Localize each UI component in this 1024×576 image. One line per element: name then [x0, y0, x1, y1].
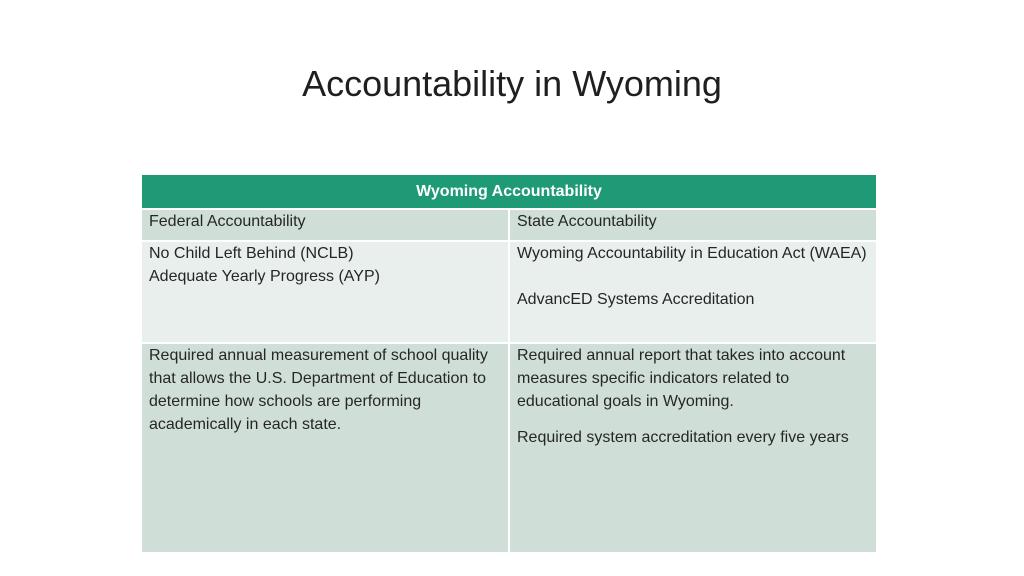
federal-programs-cell: [141, 241, 509, 343]
state-requirement-cell: [509, 343, 877, 553]
federal-program-ayp: Adequate Yearly Progress (AYP): [149, 268, 380, 285]
slide-title: Accountability in Wyoming: [302, 63, 722, 104]
federal-program-nclb: No Child Left Behind (NCLB): [149, 245, 354, 262]
state-program-advanced: AdvancED Systems Accreditation: [517, 291, 755, 308]
table-row: [141, 209, 877, 241]
spacer: [517, 413, 869, 426]
table-row: [141, 343, 877, 553]
federal-requirement-text: Required annual measurement of school quality that allows the U.S. Department of Education to determine how schools are performing academically in each state.: [149, 347, 488, 433]
federal-requirement-cell: [141, 343, 509, 553]
column-header-federal: Federal Accountability: [141, 209, 509, 241]
state-program-waea: Wyoming Accountability in Education Act (WAEA): [517, 245, 867, 262]
table-header-row: [141, 174, 877, 209]
column-header-state: State Accountability: [509, 209, 877, 241]
accountability-table: [140, 173, 878, 554]
state-requirement-report: Required annual report that takes into account measures specific indicators related to educational goals in Wyoming.: [517, 347, 846, 410]
state-requirement-accreditation: Required system accreditation every five years: [517, 429, 849, 446]
state-programs-cell: [509, 241, 877, 343]
table-header: Wyoming Accountability: [141, 174, 877, 209]
spacer: [517, 265, 869, 288]
table-row: [141, 241, 877, 343]
